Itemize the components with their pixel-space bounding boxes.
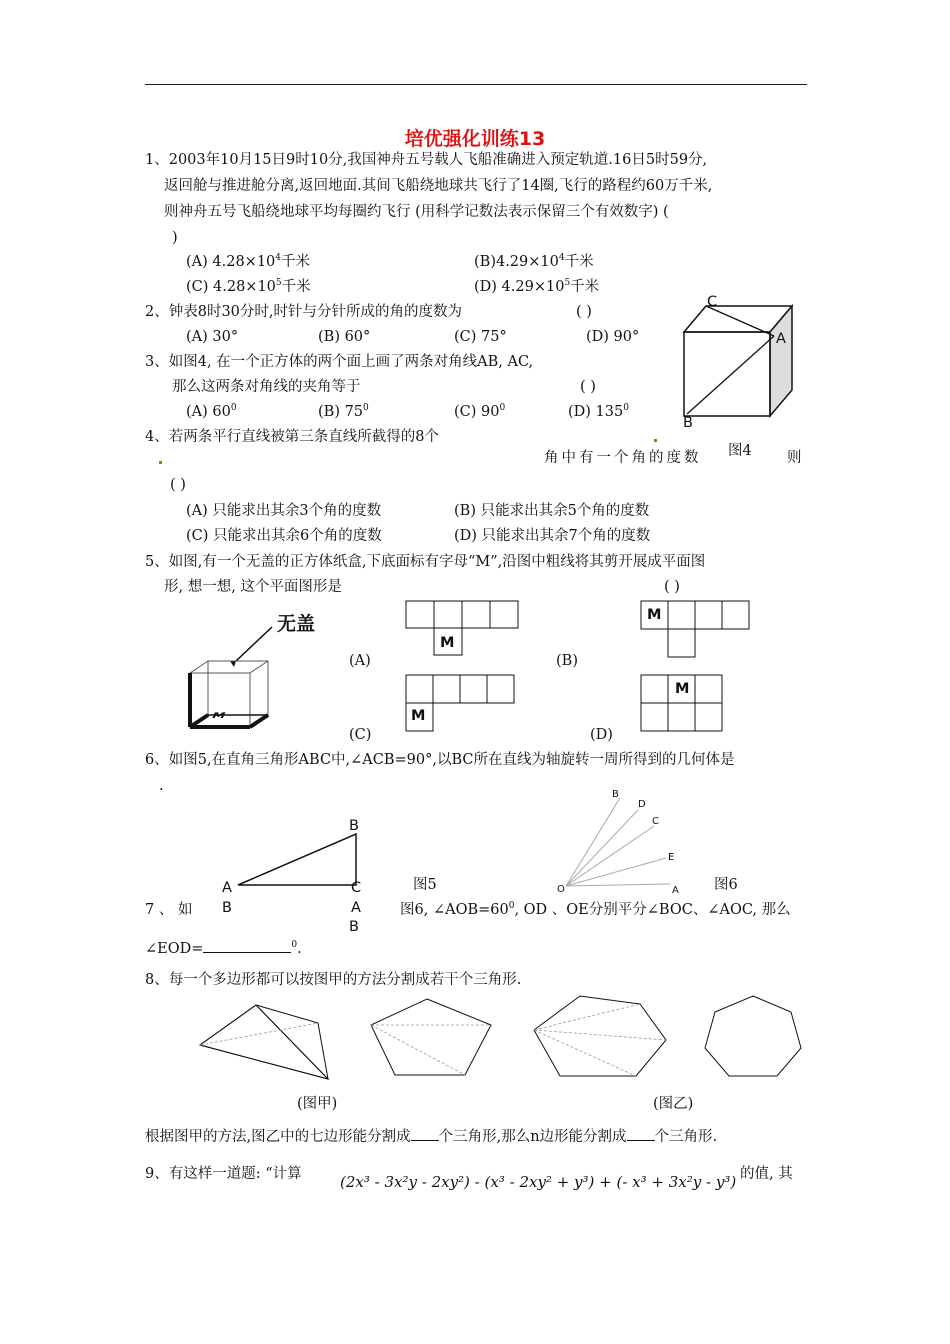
q4-option-a: (A) 只能求出其余3个角的度数 (186, 503, 382, 519)
q3-option-d: (D) $135^0$ (568, 403, 629, 420)
q1-line4: ) (172, 230, 178, 246)
q7-under-b1: B (222, 900, 232, 916)
q9-prefix: 9、有这样一道题: “计算 (145, 1166, 302, 1182)
stray-dot (159, 461, 162, 464)
q8-line2: 根据图甲的方法,图乙中的七边形能分割成 个三角形,那么n边形能分割成 个三角形. (145, 1126, 717, 1147)
q3-option-c: (C) $90^0$ (454, 403, 506, 420)
net-d-letter-m: M (675, 681, 690, 697)
q8-line1: 8、每一个多边形都可以按图甲的方法分割成若干个三角形. (145, 972, 522, 988)
q2-option-d: (D) 90° (586, 329, 640, 345)
fig4-label-b: B (683, 415, 693, 431)
q2-option-c: (C) 75° (454, 329, 507, 345)
q4-line1: 4、若两条平行直线被第三条直线所截得的8个 (145, 429, 439, 445)
q4-line1c: 则 (787, 450, 802, 466)
q2-stem: 2、钟表8时30分时,时针与分针所成的角的度数为 (145, 304, 463, 320)
q5-option-b: (B) (556, 653, 578, 669)
q1-line3: 则神舟五号飞船绕地球平均每圈约飞行 (用科学记数法表示保留三个有效数字) ( (164, 204, 669, 220)
figure-5-triangle (230, 830, 365, 890)
q7-stem: 图6, $\angle AOB=60^0$, OD 、OE分别平分∠BOC、∠AOC, 那么 (400, 901, 791, 918)
fig6-label-a: A (672, 885, 679, 896)
q3-paren: ( ) (580, 379, 596, 395)
q6-line1: 6、如图5,在直角三角形ABC中,∠ACB=90°,以BC所在直线为轴旋转一周所得到的几何体是 (145, 752, 735, 768)
q7-under-a: A (351, 900, 361, 916)
q4-option-b: (B) 只能求出其余5个角的度数 (454, 503, 650, 519)
q7-under-b2: B (349, 919, 359, 935)
q4-paren: ( ) (170, 477, 186, 493)
net-option-a (405, 600, 520, 656)
fig4-label-c: C (707, 294, 718, 310)
net-c-letter-m: M (411, 708, 426, 724)
fig6-label-c: C (652, 816, 659, 827)
q4-line1b: 角中有一个角的度数 (544, 450, 702, 466)
stray-dot (654, 439, 657, 442)
q5-option-c: (C) (349, 727, 372, 743)
fig6-label-e: E (668, 852, 675, 863)
q4-option-c: (C) 只能求出其余6个角的度数 (186, 528, 382, 544)
box-label-wugai: 无盖 (277, 613, 316, 635)
q9-suffix: 的值, 其 (740, 1166, 793, 1182)
q2-option-b: (B) 60° (318, 329, 371, 345)
q3-option-a: (A) $60^0$ (186, 403, 237, 420)
q3-line2: 那么这两条对角线的夹角等于 (172, 379, 361, 395)
net-a-letter-m: M (440, 635, 455, 651)
caption-jia: (图甲) (297, 1096, 338, 1112)
figure-jia-pentagon (365, 995, 505, 1080)
q1-line2: 返回舱与推进舱分离,返回地面.其间飞船绕地球共飞行了14圈,飞行的路程约60万千米, (164, 178, 713, 194)
figure-jia-hexagon (530, 990, 670, 1085)
q2-option-a: (A) 30° (186, 329, 239, 345)
fig5-label-b: B (349, 818, 359, 834)
q1-option-c: (C) $4.28\times 10^5$千米 (186, 278, 311, 295)
figure-6-rays (556, 786, 706, 896)
q3-line1: 3、如图4, 在一个正方体的两个面上画了两条对角线AB, AC, (145, 354, 534, 370)
q1-option-d: (D) $4.29\times 10^5$千米 (474, 278, 600, 295)
figure-yi-heptagon (703, 992, 803, 1080)
fig4-caption: 图4 (728, 443, 752, 459)
caption-yi: (图乙) (653, 1096, 694, 1112)
q5-line2: 形, 想一想, 这个平面图形是 (164, 579, 342, 595)
fig5-label-c: C (351, 880, 362, 896)
q1-option-b: $(B)4.29\times 10^4$千米 (474, 253, 594, 270)
net-b-letter-m: M (647, 607, 662, 623)
q3-option-b: (B) $75^0$ (318, 403, 369, 420)
q9-expression: (2x³ - 3x²y - 2xy²) - (x³ - 2xy² + y³) + (- x³ + 3x²y - y³) (340, 1173, 737, 1191)
fig4-label-a: A (776, 331, 786, 347)
fig6-caption: 图6 (714, 877, 738, 893)
q2-paren: ( ) (576, 304, 592, 320)
q5-paren: ( ) (664, 579, 680, 595)
q5-option-a: (A) (349, 653, 371, 669)
header-rule (145, 84, 807, 85)
q5-line1: 5、如图,有一个无盖的正方体纸盒,下底面标有字母“M”,沿图中粗线将其剪开展成平面图 (145, 554, 706, 570)
q7-prefix: 7 、 如 (145, 902, 193, 918)
q5-option-d: (D) (590, 727, 613, 743)
figure-jia-quadrilateral (190, 995, 340, 1085)
q1-line1: 1、2003年10月15日9时10分,我国神舟五号载人飞船准确进入预定轨道.16日5时59分, (145, 152, 708, 168)
q7-line2: ∠EOD= $^0$. (145, 938, 302, 959)
q1-option-a: (A) $4.28\times 10^4$千米 (186, 253, 311, 270)
q6-line2: . (159, 778, 164, 794)
page-title: 培优强化训练13 (404, 128, 546, 150)
fig5-label-a: A (222, 880, 232, 896)
fig6-label-o: O (557, 884, 565, 895)
figure-4-cube (670, 292, 810, 432)
fig6-label-d: D (638, 799, 646, 810)
fig6-label-b: B (612, 789, 619, 800)
open-box-figure (180, 615, 340, 737)
q4-option-d: (D) 只能求出其余7个角的度数 (454, 528, 651, 544)
box-letter-m: M (210, 711, 228, 721)
fig5-caption: 图5 (413, 877, 437, 893)
